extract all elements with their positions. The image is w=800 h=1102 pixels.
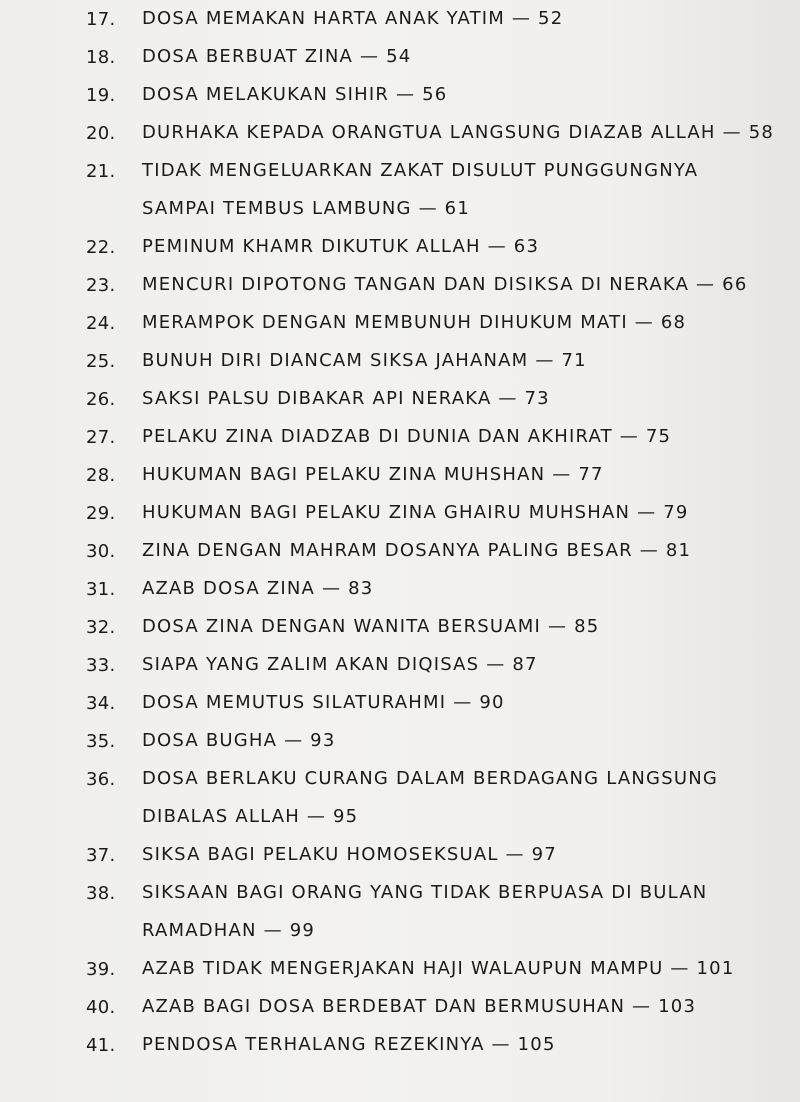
entry-number: 28. (86, 465, 116, 486)
entry-title-line: PENDOSA TERHALANG REZEKINYA — 105 (142, 1034, 556, 1055)
entry-title-line: MERAMPOK DENGAN MEMBUNUH DIHUKUM MATI — 68 (142, 312, 687, 333)
entry-title (142, 874, 707, 950)
entry-title-line: TIDAK MENGELUARKAN ZAKAT DISULUT PUNGGUNGNYA (142, 160, 699, 181)
entry-title-line: DOSA BERLAKU CURANG DALAM BERDAGANG LANGSUNG (142, 768, 719, 789)
entry-title-line: SIKSAAN BAGI ORANG YANG TIDAK BERPUASA DI BULAN (142, 882, 708, 903)
entry-title-line: SIKSA BAGI PELAKU HOMOSEKSUAL — 97 (142, 844, 557, 865)
entry-title-line: AZAB BAGI DOSA BERDEBAT DAN BERMUSUHAN — 103 (142, 996, 697, 1017)
entry-title (142, 722, 336, 760)
entry-number: 29. (86, 503, 116, 524)
entry-title-line: BUNUH DIRI DIANCAM SIKSA JAHANAM — 71 (142, 350, 587, 371)
entry-title-line: DOSA MELAKUKAN SIHIR — 56 (142, 84, 448, 105)
entry-title-line: DOSA BERBUAT ZINA — 54 (142, 46, 412, 67)
entry-title (142, 0, 563, 38)
entry-title (142, 1026, 556, 1064)
entry-title-line: DOSA MEMUTUS SILATURAHMI — 90 (142, 692, 505, 713)
entry-title-line: SAKSI PALSU DIBAKAR API NERAKA — 73 (142, 388, 550, 409)
entry-title (142, 836, 557, 874)
entry-title (142, 456, 604, 494)
entry-number: 38. (86, 883, 116, 904)
entry-title (142, 532, 691, 570)
entry-number: 23. (86, 275, 116, 296)
entry-number: 39. (86, 959, 116, 980)
entry-number: 31. (86, 579, 116, 600)
entry-title (142, 114, 774, 152)
entry-number: 25. (86, 351, 116, 372)
entry-title-line: DIBALAS ALLAH — 95 (142, 806, 359, 827)
entry-title-line: DOSA BUGHA — 93 (142, 730, 336, 751)
entry-number: 22. (86, 237, 116, 258)
entry-title (142, 418, 671, 456)
entry-title (142, 684, 505, 722)
entry-title-line: DOSA ZINA DENGAN WANITA BERSUAMI — 85 (142, 616, 600, 637)
entry-title (142, 266, 747, 304)
entry-number: 21. (86, 161, 116, 182)
entry-title-line: RAMADHAN — 99 (142, 920, 316, 941)
entry-title-line: HUKUMAN BAGI PELAKU ZINA GHAIRU MUHSHAN — 79 (142, 502, 689, 523)
entry-title-line: SIAPA YANG ZALIM AKAN DIQISAS — 87 (142, 654, 538, 675)
entry-number: 32. (86, 617, 116, 638)
entry-title (142, 570, 373, 608)
entry-title-line: SAMPAI TEMBUS LAMBUNG — 61 (142, 198, 470, 219)
entry-number: 24. (86, 313, 116, 334)
entry-title-line: HUKUMAN BAGI PELAKU ZINA MUHSHAN — 77 (142, 464, 604, 485)
entry-title (142, 76, 447, 114)
entry-number: 34. (86, 693, 116, 714)
entry-title (142, 646, 538, 684)
entry-title (142, 380, 550, 418)
entry-title (142, 988, 696, 1026)
entry-title-line: MENCURI DIPOTONG TANGAN DAN DISIKSA DI NERAKA — 66 (142, 274, 748, 295)
entry-number: 17. (86, 9, 116, 30)
entry-number: 26. (86, 389, 116, 410)
entry-title-line: DURHAKA KEPADA ORANGTUA LANGSUNG DIAZAB ALLAH — 58 (142, 122, 775, 143)
entry-title-line: PELAKU ZINA DIADZAB DI DUNIA DAN AKHIRAT — 75 (142, 426, 672, 447)
entry-title (142, 760, 718, 836)
entry-title (142, 608, 599, 646)
entry-number: 36. (86, 769, 116, 790)
entry-number: 27. (86, 427, 116, 448)
entry-title (142, 950, 734, 988)
entry-title-line: ZINA DENGAN MAHRAM DOSANYA PALING BESAR — 81 (142, 540, 692, 561)
entry-title-line: AZAB TIDAK MENGERJAKAN HAJI WALAUPUN MAMPU — 101 (142, 958, 735, 979)
entry-title (142, 152, 698, 228)
entry-number: 18. (86, 47, 116, 68)
entry-title (142, 342, 587, 380)
entry-number: 40. (86, 997, 116, 1018)
entry-title (142, 304, 686, 342)
entry-title-line: AZAB DOSA ZINA — 83 (142, 578, 374, 599)
entry-title-line: DOSA MEMAKAN HARTA ANAK YATIM — 52 (142, 8, 564, 29)
entry-number: 35. (86, 731, 116, 752)
entry-number: 41. (86, 1035, 116, 1056)
entry-number: 30. (86, 541, 116, 562)
entry-number: 19. (86, 85, 116, 106)
entry-title (142, 38, 411, 76)
entry-title (142, 494, 689, 532)
entry-number: 20. (86, 123, 116, 144)
entry-title (142, 228, 539, 266)
entry-title-line: PEMINUM KHAMR DIKUTUK ALLAH — 63 (142, 236, 540, 257)
entry-number: 37. (86, 845, 116, 866)
entry-number: 33. (86, 655, 116, 676)
